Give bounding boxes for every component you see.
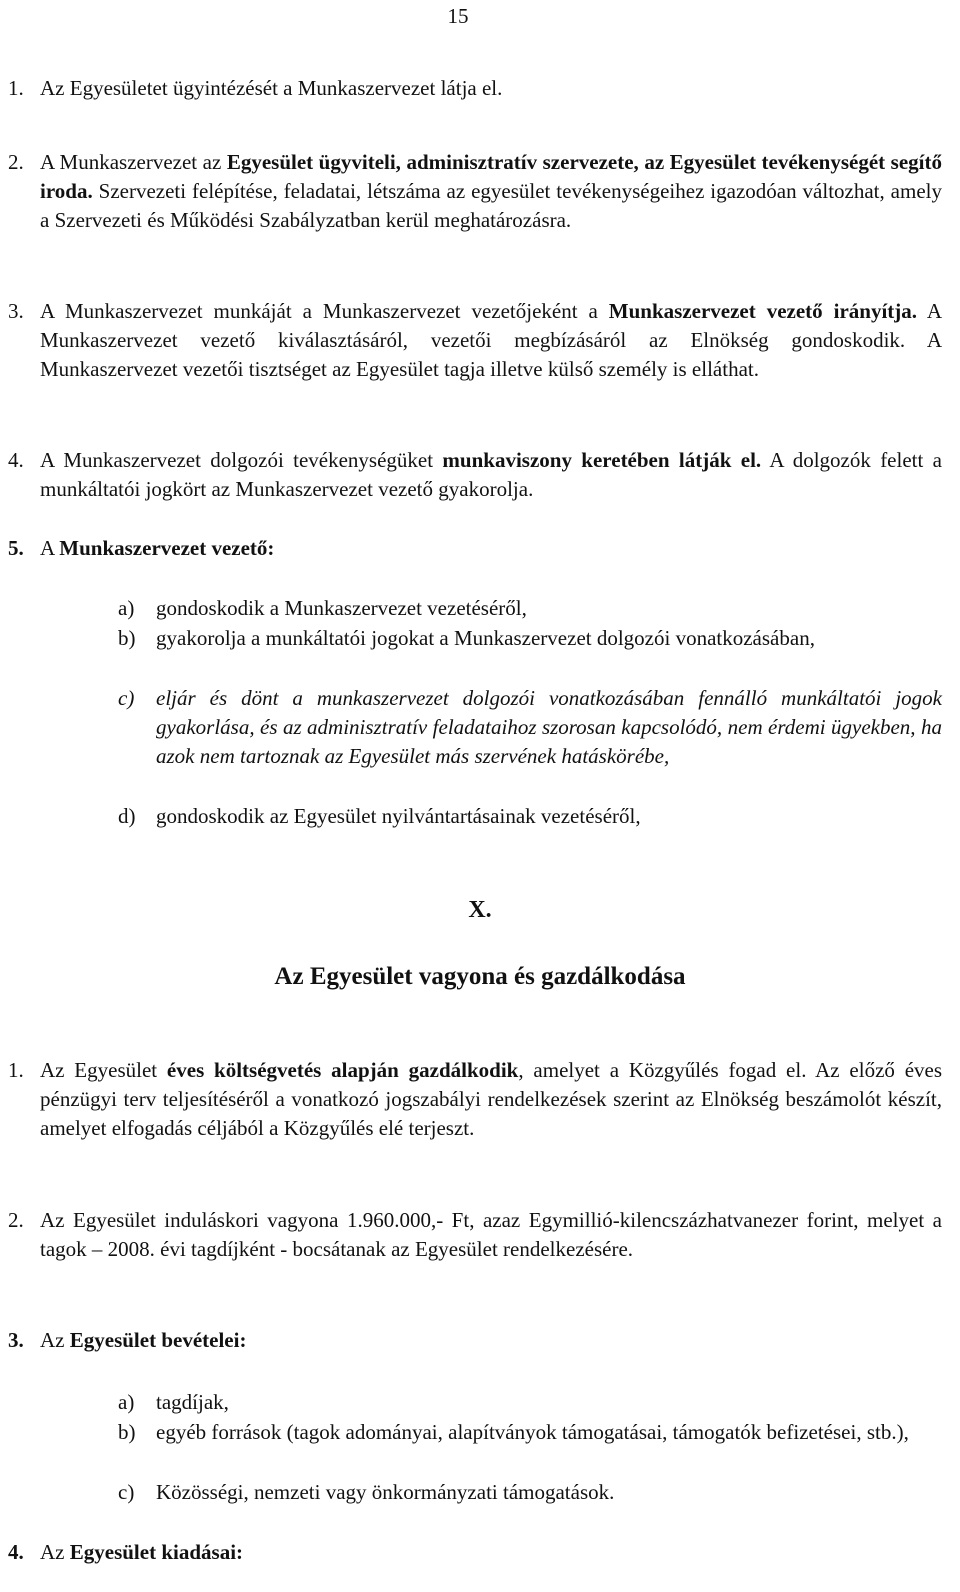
- text-run: A Munkaszervezet munkáját a Munkaszervezet vezetőjeként a: [40, 299, 609, 323]
- text-run: , amelyet a Közgyűlés fogad el. Az előző éves pénzügyi terv teljesítéséről a vonatkozó jogszabályi rendelkezések szerint az Elnökség beszámolót készít, amelyet elfogadás céljából a Közgyűlés elé terjeszt.: [40, 1058, 943, 1140]
- text-run: A: [40, 536, 60, 560]
- paragraph-number: 5.: [8, 536, 24, 560]
- text-run: Az Egyesület: [40, 1058, 167, 1082]
- paragraph-text: Az Egyesületet ügyintézését a Munkaszervezet látja el.: [40, 76, 503, 100]
- text-run: A dolgozók felett a munkáltatói jogkört az Munkaszervezet vezető gyakorolja.: [40, 448, 942, 501]
- bold-text: Egyesület ügyviteli, adminisztratív szervezete, az Egyesület tevékenységét segítő iroda.: [40, 150, 942, 203]
- text-run: A Munkaszervezet az: [40, 150, 227, 174]
- paragraph-text: [40, 297, 942, 384]
- text-run: Az: [40, 1540, 70, 1564]
- bold-text: Munkaszervezet vezető:: [59, 536, 275, 560]
- list-letter: c): [118, 686, 135, 710]
- paragraph-text: Az Egyesület induláskori vagyona 1.960.000,- Ft, azaz Egymillió-kilencszázhatvanezer forint, melyet a tagok – 2008. évi tagdíjként - bocsátanak az Egyesület rendelkezésére.: [40, 1208, 942, 1261]
- text-run: Az: [40, 1328, 70, 1352]
- bold-text: munkaviszony keretében látják el.: [442, 448, 762, 472]
- paragraph-number: 2.: [8, 1208, 24, 1232]
- list-item: [118, 1388, 942, 1417]
- paragraph-number: 3.: [8, 299, 24, 323]
- list-letter: a): [118, 1390, 135, 1414]
- list-letter: c): [118, 1480, 135, 1504]
- paragraph-number: 2.: [8, 150, 24, 174]
- page-number: 15: [447, 4, 469, 28]
- list-item-text: gondoskodik az Egyesület nyilvántartásainak vezetéséről,: [156, 804, 641, 828]
- paragraph-text: [40, 1056, 942, 1143]
- list-item: [118, 802, 942, 831]
- paragraph-text: [40, 446, 942, 504]
- text-run: A Munkaszervezet dolgozói tevékenységüket: [40, 448, 443, 472]
- list-item: [118, 1478, 942, 1507]
- list-item-text: egyéb források (tagok adományai, alapítványok támogatásai, támogatók befizetései, stb.),: [156, 1420, 909, 1444]
- list-item: [118, 1418, 942, 1447]
- paragraph-number: 4.: [8, 1540, 24, 1564]
- list-item-text: eljár és dönt a munkaszervezet dolgozói vonatkozásában fennálló munkáltatói jogok gyakorlása, és az adminisztratív feladataihoz szorosan kapcsolódó, nem érdemi ügyekben, ha azok nem tartoznak az Egyesület más szervének hatáskörébe,: [156, 686, 942, 768]
- paragraph-text: [40, 534, 942, 563]
- list-letter: a): [118, 596, 135, 620]
- paragraph-text: [40, 1538, 942, 1567]
- text-run: A Munkaszervezet vezető kiválasztásáról, vezetői megbízásáról az Elnökség gondoskodik. A Munkaszervezet vezetői tisztséget az Egyesület tagja illetve külső személy is elláthat.: [40, 299, 942, 381]
- paragraph-text: [40, 148, 942, 235]
- chapter-title: Az Egyesület vagyona és gazdálkodása: [274, 963, 686, 990]
- list-letter: d): [118, 804, 136, 828]
- list-item-text: gondoskodik a Munkaszervezet vezetéséről,: [156, 596, 527, 620]
- bold-text: Munkaszervezet vezető irányítja.: [608, 299, 918, 323]
- paragraph-number: 3.: [8, 1328, 24, 1352]
- paragraph-number: 1.: [8, 1058, 24, 1082]
- list-item-text: Közösségi, nemzeti vagy önkormányzati támogatások.: [156, 1480, 615, 1504]
- list-item: [118, 684, 942, 771]
- list-item-text: tagdíjak,: [156, 1390, 229, 1414]
- list-item: [118, 594, 942, 623]
- list-item: [118, 624, 942, 653]
- bold-text: éves költségvetés alapján gazdálkodik: [166, 1058, 519, 1082]
- bold-text: Egyesület kiadásai:: [69, 1540, 244, 1564]
- chapter-number: X.: [468, 897, 492, 923]
- paragraph-text: [40, 1326, 942, 1355]
- list-item-text: gyakorolja a munkáltatói jogokat a Munkaszervezet dolgozói vonatkozásában,: [156, 626, 815, 650]
- list-letter: b): [118, 1420, 136, 1444]
- list-letter: b): [118, 626, 136, 650]
- paragraph-number: 4.: [8, 448, 24, 472]
- bold-text: Egyesület bevételei:: [69, 1328, 247, 1352]
- paragraph-number: 1.: [8, 76, 24, 100]
- text-run: Szervezeti felépítése, feladatai, létszáma az egyesület tevékenységeihez igazodóan változhat, amely a Szervezeti és Működési Szabályzatban kerül meghatározásra.: [40, 179, 942, 232]
